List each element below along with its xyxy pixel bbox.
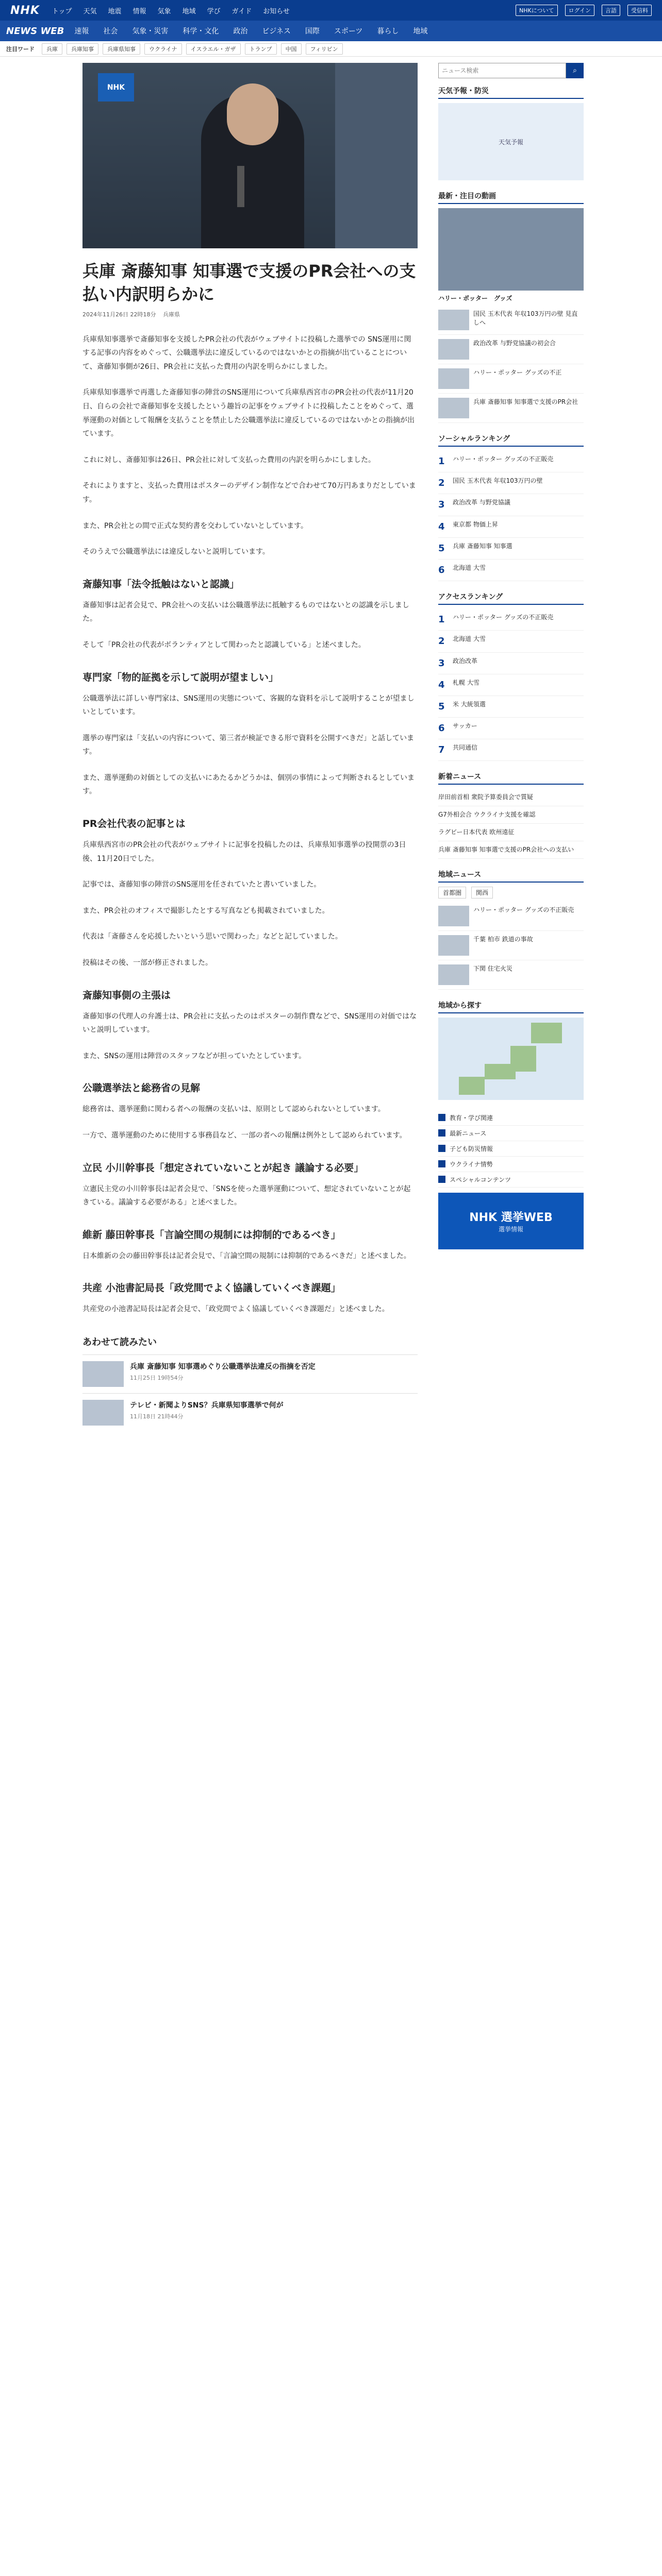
latest-heading: 最新・注目の動画: [438, 191, 584, 204]
service-icon: [438, 1145, 445, 1152]
tag-item[interactable]: 兵庫: [42, 43, 62, 55]
nhk-logo[interactable]: NHK: [10, 4, 40, 17]
article-paragraph: これに対し、斎藤知事は26日、PR会社に対して支払った費用の内訳を明らかにしました。: [82, 455, 375, 464]
category-item[interactable]: 科学・文化: [183, 27, 219, 36]
list-thumbnail: [438, 964, 469, 985]
list-item[interactable]: 岸田前首相 衆院予算委員会で質疑: [438, 789, 584, 806]
tab-kansai[interactable]: 関西: [471, 887, 493, 899]
section-heading: 斎藤知事側の主張は: [82, 989, 171, 1001]
ranking-item[interactable]: 3 政治改革 与野党協議: [438, 494, 584, 516]
related-thumbnail: [82, 1400, 124, 1426]
category-item[interactable]: 国際: [305, 27, 320, 36]
weather-heading: 天気予報・防災: [438, 86, 584, 99]
region-heading: 地域ニュース: [438, 869, 584, 883]
list-item[interactable]: 下関 住宅火災: [438, 960, 584, 990]
article-paragraph: 兵庫県知事選挙で再選した斎藤知事の陣営のSNS運用について兵庫県西宮市のPR会社の代表が11月20日、自らの会社で斎藤知事を支援したという趣旨の記事をウェブサイトに投稿したことをめぐって、選挙運動の対価として報酬を支払うことを禁止した公職選挙法に違反しているのではないかとの指摘が出ています。: [82, 388, 415, 438]
nav-item[interactable]: お知らせ: [263, 7, 290, 15]
tagbar-label: 注目ワード: [6, 45, 35, 53]
access-ranking-box: [438, 591, 584, 761]
tag-item[interactable]: 兵庫知事: [67, 43, 98, 55]
section-heading: 維新 藤田幹事長「言論空間の規制には抑制的であるべき」: [82, 1229, 341, 1241]
article-main: [82, 63, 418, 1432]
nav-item[interactable]: 気象: [157, 7, 171, 15]
ranking-item[interactable]: 4 札幌 大雪: [438, 674, 584, 696]
article-paragraph: また、選挙運動の対価としての支払いにあたるかどうかは、個別の事情によって判断されるとしています。: [82, 773, 415, 796]
related-date: 11月18日 21時44分: [130, 1413, 184, 1420]
top-right-links: [516, 5, 652, 16]
category-item[interactable]: 速報: [74, 27, 89, 36]
region-tabs: [438, 887, 584, 899]
category-item[interactable]: 社会: [103, 27, 118, 36]
news-subbar: [0, 21, 662, 41]
hero-wall: [335, 63, 418, 248]
login-link[interactable]: ログイン: [565, 5, 594, 16]
tag-item[interactable]: フィリピン: [306, 43, 343, 55]
ranking-item[interactable]: 7 共同通信: [438, 739, 584, 761]
map-region[interactable]: [531, 1023, 562, 1043]
ranking-item[interactable]: 4 東京都 物価上昇: [438, 516, 584, 538]
service-link[interactable]: ウクライナ情勢: [438, 1157, 584, 1172]
list-item[interactable]: 政治改革 与野党協議の初会合: [438, 335, 584, 364]
list-item[interactable]: 国民 玉木代表 年収103万円の壁 見直しへ: [438, 306, 584, 335]
banner-title: NHK 選挙WEB: [469, 1211, 553, 1224]
social-list: [438, 451, 584, 581]
service-icon: [438, 1129, 445, 1137]
article-paragraph: 兵庫県西宮市のPR会社の代表がウェブサイトに記事を投稿したのは、兵庫県知事選挙の投開票の3日後、11月20日でした。: [82, 841, 406, 863]
article-date: 2024年11月26日 22時18分: [82, 311, 156, 318]
service-link[interactable]: 最新ニュース: [438, 1126, 584, 1141]
article-paragraph: 公職選挙法に詳しい専門家は、SNS運用の実態について、客観的な資料を示して説明することが望ましいとしています。: [82, 694, 415, 717]
search-icon[interactable]: ⌕: [566, 63, 584, 78]
article-paragraph: 斎藤知事の代理人の弁護士は、PR会社に支払ったのはポスターの制作費などで、SNS運用の対価ではないと説明しています。: [82, 1012, 417, 1035]
about-link[interactable]: NHKについて: [516, 5, 558, 16]
related-date: 11月25日 19時54分: [130, 1374, 184, 1381]
hero-nhk-logo: NHK: [98, 73, 134, 101]
nav-item[interactable]: トップ: [52, 7, 72, 15]
related-heading: あわせて読みたい: [82, 1336, 157, 1348]
article-title: 兵庫 斎藤知事 知事選で支援のPR会社への支払い内訳明らかに: [82, 261, 416, 304]
access-list: [438, 609, 584, 761]
list-thumbnail: [438, 339, 469, 360]
social-heading: ソーシャルランキング: [438, 433, 584, 447]
article-paragraph: 投稿はその後、一部が修正されました。: [82, 959, 212, 968]
region-map-box: [438, 1000, 584, 1100]
ranking-item[interactable]: 3 政治改革: [438, 653, 584, 674]
article-paragraph: 兵庫県知事選挙で斎藤知事を支援したPR会社の代表がウェブサイトに投稿した選挙での SNS運用に関する記事の内容をめぐって、公職選挙法に違反しているのではないかとの指摘が出ていることについて、斎藤知事側が26日、PR会社に支払った費用の内訳を明らかにしました。: [82, 335, 411, 371]
map-region[interactable]: [459, 1077, 485, 1095]
service-link[interactable]: 子ども防災情報: [438, 1141, 584, 1157]
article-paragraph: 一方で、選挙運動のために使用する事務員など、一部の者への報酬は例外として認められています。: [82, 1131, 407, 1140]
list-item[interactable]: ハリー・ポッター グッズの不正販売: [438, 902, 584, 931]
tag-item[interactable]: トランプ: [245, 43, 277, 55]
new-news-box: [438, 771, 584, 858]
service-icon: [438, 1114, 445, 1121]
list-thumbnail: [438, 935, 469, 956]
list-thumbnail: [438, 398, 469, 418]
ranking-item[interactable]: 5 兵庫 斎藤知事 知事選: [438, 538, 584, 560]
article-paragraph: 記事では、斎藤知事の陣営のSNS運用を任されていたと書いていました。: [82, 880, 321, 889]
new-list: [438, 789, 584, 858]
article-paragraph: そのうえで公職選挙法には違反しないと説明しています。: [82, 548, 270, 556]
ranking-item[interactable]: 1 ハリー・ポッター グッズの不正販売: [438, 609, 584, 631]
article-paragraph: そして「PR会社の代表がボランティアとして関わったと認識している」と述べました。: [82, 640, 366, 649]
region-list: [438, 902, 584, 990]
article-paragraph: 共産党の小池書記局長は記者会見で、「政党間でよく協議していくべき課題だ」と述べました。: [82, 1305, 389, 1314]
article-paragraph: 日本維新の会の藤田幹事長は記者会見で、「言論空間の規制には抑制的であるべきだ」と述べました。: [82, 1251, 411, 1260]
sidebar: [438, 63, 584, 1432]
region-news-box: [438, 869, 584, 990]
ranking-item[interactable]: 5 米 大統領選: [438, 696, 584, 718]
ranking-item[interactable]: 2 国民 玉木代表 年収103万円の壁: [438, 472, 584, 494]
language-link[interactable]: 言語: [602, 5, 620, 16]
trending-tags: [0, 41, 662, 57]
article-paragraph: 代表は「斎藤さんを応援したいという思いで関わった」などと記していました。: [82, 933, 342, 941]
article-paragraph: また、PR会社との間で正式な契約書を交わしていないとしています。: [82, 521, 308, 530]
top-bar: [0, 0, 662, 21]
social-ranking-box: [438, 433, 584, 581]
ranking-item[interactable]: 1 ハリー・ポッター グッズの不正販売: [438, 451, 584, 472]
map-region[interactable]: [485, 1064, 516, 1079]
article-paragraph: 選挙の専門家は「支払いの内容について、第三者が検証できる形で資料を公開すべきだ」と話しています。: [82, 734, 415, 756]
latest-video-caption[interactable]: ハリー・ポッター グッズ: [438, 295, 512, 302]
section-heading: 斎藤知事「法令抵触はないと認識」: [82, 578, 240, 590]
service-icon: [438, 1176, 445, 1183]
category-item[interactable]: ビジネス: [262, 27, 291, 36]
japan-map[interactable]: [438, 1018, 584, 1100]
latest-list: [438, 306, 584, 423]
related-title: 兵庫 斎藤知事 知事選めぐり公職選挙法違反の指摘を否定: [130, 1362, 316, 1371]
article-paragraph: 斎藤知事は記者会見で、PR会社への支払いは公職選挙法に抵触するものではないとの認識を示しました。: [82, 601, 409, 623]
article-paragraph: また、PR会社のオフィスで撮影したとする写真なども掲載されていました。: [82, 906, 329, 915]
list-thumbnail: [438, 310, 469, 330]
access-heading: アクセスランキング: [438, 591, 584, 605]
list-thumbnail: [438, 906, 469, 926]
list-item[interactable]: 兵庫 斎藤知事 知事選で支援のPR会社: [438, 394, 584, 423]
latest-video-box: [438, 191, 584, 423]
category-item[interactable]: 暮らし: [377, 27, 399, 36]
latest-video-thumbnail[interactable]: [438, 208, 584, 291]
tag-item[interactable]: ウクライナ: [144, 43, 182, 55]
hero-image: [82, 63, 418, 248]
list-item[interactable]: ハリー・ポッター グッズの不正: [438, 364, 584, 394]
category-item[interactable]: 地域: [413, 27, 428, 36]
fee-link[interactable]: 受信料: [627, 5, 652, 16]
related-item[interactable]: [82, 1393, 418, 1432]
nav-item[interactable]: 学び: [207, 7, 221, 15]
section-heading: PR会社代表の記事とは: [82, 818, 186, 830]
map-heading: 地域から探す: [438, 1000, 584, 1013]
category-item[interactable]: 気象・災害: [132, 27, 169, 36]
category-nav: [74, 26, 427, 36]
nav-item[interactable]: 地域: [182, 7, 196, 15]
list-item[interactable]: 千葉 柏市 鉄道の事故: [438, 931, 584, 960]
article-meta: [82, 310, 418, 318]
section-heading: 共産 小池書記局長「政党間でよく協議していくべき課題」: [82, 1282, 341, 1294]
list-item[interactable]: G7外相会合 ウクライナ支援を確認: [438, 806, 584, 824]
hero-face: [227, 83, 278, 145]
tag-item[interactable]: 中国: [281, 43, 302, 55]
newsweb-logo[interactable]: NEWS WEB: [6, 25, 64, 37]
service-link[interactable]: 教育・学び関連: [438, 1110, 584, 1126]
ranking-item[interactable]: 6 サッカー: [438, 718, 584, 739]
nav-item[interactable]: ガイド: [231, 7, 252, 15]
tab-shutoken[interactable]: 首都圏: [438, 887, 466, 899]
list-item[interactable]: 兵庫 斎藤知事 知事選で支援のPR会社への支払い: [438, 841, 584, 859]
search-input[interactable]: [438, 63, 566, 78]
page-container: [0, 57, 662, 1432]
nav-item[interactable]: 天気: [83, 7, 97, 15]
section-heading: 公職選挙法と総務省の見解: [82, 1082, 201, 1094]
top-nav: [52, 6, 290, 15]
tag-item[interactable]: 兵庫県知事: [103, 43, 140, 55]
service-links: [438, 1110, 584, 1188]
category-item[interactable]: 政治: [233, 27, 248, 36]
related-thumbnail: [82, 1361, 124, 1387]
section-heading: 専門家「物的証拠を示して説明が望ましい」: [82, 671, 279, 683]
related-title: テレビ・新聞よりSNS？兵庫県知事選挙で何が: [130, 1401, 284, 1410]
ranking-item[interactable]: 6 北海道 大雪: [438, 560, 584, 581]
article-paragraph: 立憲民主党の小川幹事長は記者会見で、「SNSを使った選挙運動について、想定されていないことが起きている。議論する必要がある」と述べました。: [82, 1184, 411, 1207]
search-box: [438, 63, 584, 78]
election-web-banner[interactable]: [438, 1193, 584, 1249]
banner-subtitle: 選挙情報: [498, 1225, 523, 1233]
hero-microphone: [237, 166, 244, 207]
section-heading: 立民 小川幹事長「想定されていないことが起き 議論する必要」: [82, 1162, 364, 1174]
new-heading: 新着ニュース: [438, 771, 584, 785]
article-paragraph: 総務省は、選挙運動に関わる者への報酬の支払いは、原則として認められないとしています。: [82, 1105, 385, 1114]
service-link[interactable]: スペシャルコンテンツ: [438, 1172, 584, 1188]
tag-item[interactable]: イスラエル・ガザ: [186, 43, 241, 55]
nav-item[interactable]: 情報: [133, 7, 146, 15]
list-item[interactable]: ラグビー日本代表 欧州遠征: [438, 824, 584, 841]
weather-box: [438, 86, 584, 180]
category-item[interactable]: スポーツ: [334, 27, 363, 36]
article-paragraph: また、SNSの運用は陣営のスタッフなどが担っていたとしています。: [82, 1052, 306, 1060]
nav-item[interactable]: 地震: [108, 7, 122, 15]
article-category[interactable]: 兵庫県: [162, 311, 180, 318]
service-icon: [438, 1160, 445, 1167]
weather-widget[interactable]: 天気予報: [438, 103, 584, 180]
list-thumbnail: [438, 368, 469, 389]
article-paragraph: それによりますと、支払った費用はポスターのデザイン制作などで合わせて70万円あまりだとしています。: [82, 482, 416, 504]
ranking-item[interactable]: 2 北海道 大雪: [438, 631, 584, 652]
related-item[interactable]: [82, 1354, 418, 1393]
